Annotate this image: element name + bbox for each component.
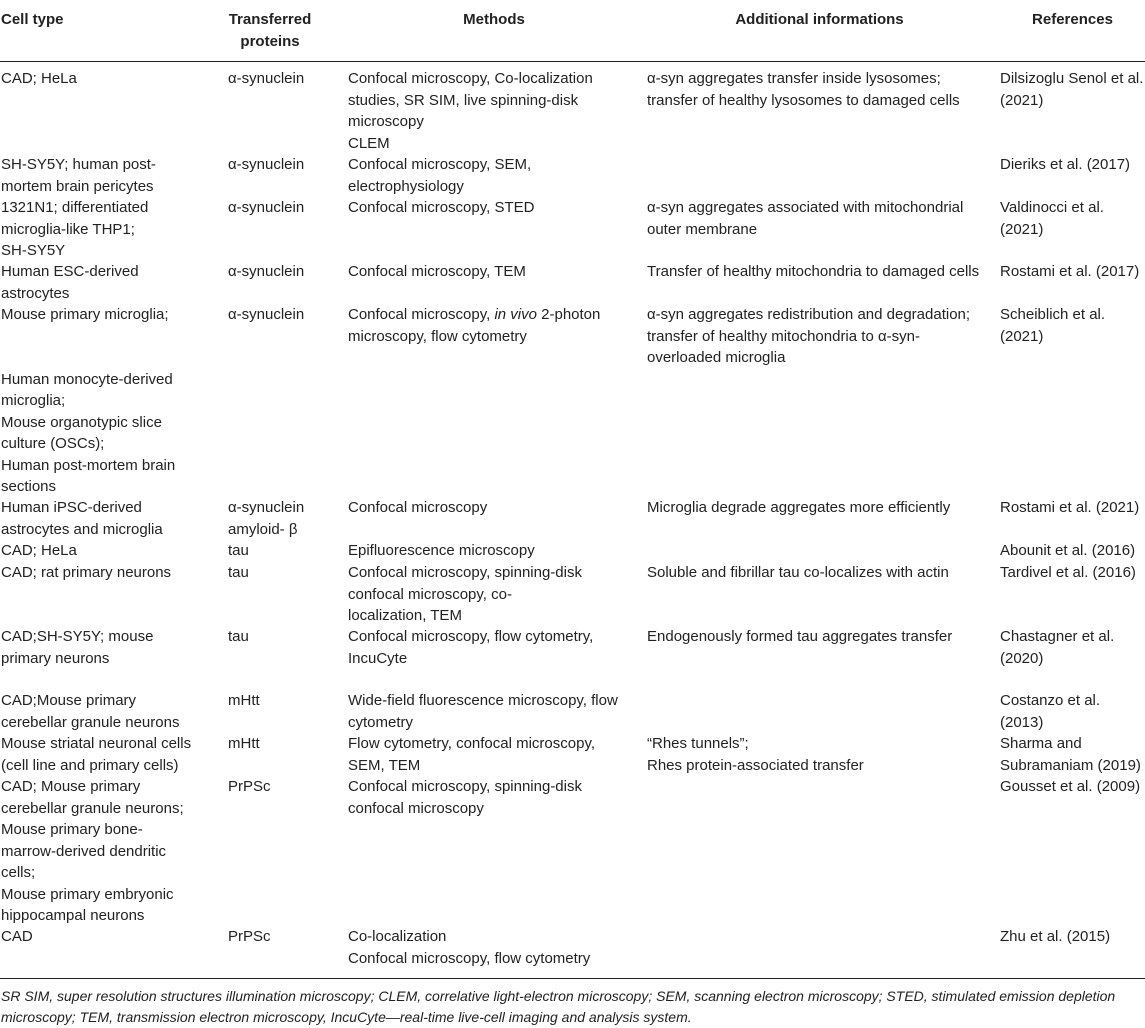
cell-references: Costanzo et al. (2013) <box>1000 692 1101 731</box>
cell-methods: Wide-field fluorescence microscopy, flow cytometry <box>348 692 618 731</box>
cell-type: CAD; HeLa <box>1 542 77 559</box>
cell-references: Dieriks et al. (2017) <box>1000 156 1131 173</box>
cell-methods: Confocal microscopy, STED <box>348 199 535 216</box>
cell-methods: Confocal microscopy, spinning-disk confocal microscopy, co- localization, TEM <box>348 564 582 624</box>
cell-methods: Confocal microscopy, TEM <box>348 263 526 280</box>
cell-type: Human iPSC-derived astrocytes and microglia <box>1 499 163 538</box>
cell-proteins: α-synuclein <box>228 70 305 87</box>
cell-references: Zhu et al. (2015) <box>1000 928 1111 945</box>
cell-references: Chastagner et al. (2020) <box>1000 628 1115 667</box>
cell-type: CAD <box>1 928 33 945</box>
cell-proteins: α-synuclein <box>228 306 305 323</box>
cell-proteins: tau <box>228 564 249 581</box>
table-bottom-rule <box>0 978 1145 979</box>
cell-type: CAD; rat primary neurons <box>1 564 172 581</box>
cell-methods: Confocal microscopy, SEM, electrophysiology <box>348 156 532 195</box>
cell-type: Mouse striatal neuronal cells (cell line and primary cells) <box>1 735 192 774</box>
cell-references: Rostami et al. (2021) <box>1000 499 1140 516</box>
cell-references: Rostami et al. (2017) <box>1000 263 1140 280</box>
cell-proteins: mHtt <box>228 692 260 709</box>
cell-references: Gousset et al. (2009) <box>1000 778 1141 795</box>
cell-info: Endogenously formed tau aggregates transfer <box>647 628 953 645</box>
cell-info: “Rhes tunnels”; Rhes protein-associated transfer <box>647 735 864 774</box>
cell-proteins: α-synuclein <box>228 156 305 173</box>
cell-methods: Flow cytometry, confocal microscopy, SEM, TEM <box>348 735 596 774</box>
cell-references: Abounit et al. (2016) <box>1000 542 1136 559</box>
cell-info: Soluble and fibrillar tau co-localizes with actin <box>647 564 949 581</box>
cell-proteins: α-synuclein amyloid- β <box>228 499 305 538</box>
cell-proteins: mHtt <box>228 735 260 752</box>
header-references: References <box>1032 11 1113 28</box>
methods-text: 2-photon microscopy, flow cytometry <box>348 306 601 345</box>
cell-methods: Confocal microscopy, Co-localization studies, SR SIM, live spinning-disk microscopy CLEM <box>348 70 593 152</box>
cell-type: CAD; HeLa <box>1 70 77 87</box>
header-methods: Methods <box>463 11 525 28</box>
cell-references: Sharma and Subramaniam (2019) <box>1000 735 1141 774</box>
cell-type: 1321N1; differentiated microglia-like THP1; SH-SY5Y <box>1 199 149 259</box>
cell-methods: Confocal microscopy, flow cytometry, IncuCyte <box>348 628 594 667</box>
cell-type: Mouse primary microglia; Human monocyte-derived microglia; Mouse organotypic slice culture (OSCs); Human post-mortem brain sections <box>1 306 176 495</box>
cell-methods: Epifluorescence microscopy <box>348 542 535 559</box>
cell-proteins: tau <box>228 628 249 645</box>
header-cell-type: Cell type <box>1 11 64 28</box>
table-footnote: SR SIM, super resolution structures illumination microscopy; CLEM, correlative light-electron microscopy; SEM, scanning electron microscopy; STED, stimulated emission depletion microscopy; TEM, transmission electron microscopy, IncuCyte—real-time live-cell imaging and analysis system. <box>1 988 1116 1025</box>
cell-proteins: α-synuclein <box>228 263 305 280</box>
cell-type: SH-SY5Y; human post- mortem brain pericytes <box>1 156 156 195</box>
cell-proteins: tau <box>228 542 249 559</box>
cell-methods: Confocal microscopy <box>348 499 488 516</box>
cell-info: α-syn aggregates redistribution and degradation; transfer of healthy mitochondria to α-syn- overloaded microglia <box>647 306 971 366</box>
cell-type: CAD; Mouse primary cerebellar granule neurons; Mouse primary bone- marrow-derived dendritic cells; Mouse primary embryonic hippocampal neurons <box>1 778 184 924</box>
header-additional-informations: Additional informations <box>735 11 904 28</box>
cell-references: Scheiblich et al. (2021) <box>1000 306 1106 345</box>
cell-info: α-syn aggregates transfer inside lysosomes; transfer of healthy lysosomes to damaged cells <box>647 70 960 109</box>
methods-italic-text: in vivo <box>494 306 537 323</box>
cell-references: Dilsizoglu Senol et al. (2021) <box>1000 70 1144 109</box>
cell-methods <box>348 304 640 347</box>
cell-proteins: PrPSc <box>228 928 271 945</box>
cell-proteins: α-synuclein <box>228 199 305 216</box>
cell-info: α-syn aggregates associated with mitochondrial outer membrane <box>647 199 964 238</box>
cell-references: Tardivel et al. (2016) <box>1000 564 1136 581</box>
cell-proteins: PrPSc <box>228 778 271 795</box>
cell-references: Valdinocci et al. (2021) <box>1000 199 1104 238</box>
methods-text: Confocal microscopy, <box>348 306 495 323</box>
cell-info: Transfer of healthy mitochondria to damaged cells <box>647 263 980 280</box>
cell-methods: Co-localization Confocal microscopy, flow cytometry <box>348 928 591 967</box>
cell-type: Human ESC-derived astrocytes <box>1 263 139 302</box>
table-header <box>0 0 1145 62</box>
cell-info: Microglia degrade aggregates more efficiently <box>647 499 951 516</box>
cell-methods: Confocal microscopy, spinning-disk confocal microscopy <box>348 778 582 817</box>
header-transferred-proteins: Transferred proteins <box>228 11 312 50</box>
cell-type: CAD;SH-SY5Y; mouse primary neurons <box>1 628 154 667</box>
cell-type: CAD;Mouse primary cerebellar granule neurons <box>1 692 180 731</box>
